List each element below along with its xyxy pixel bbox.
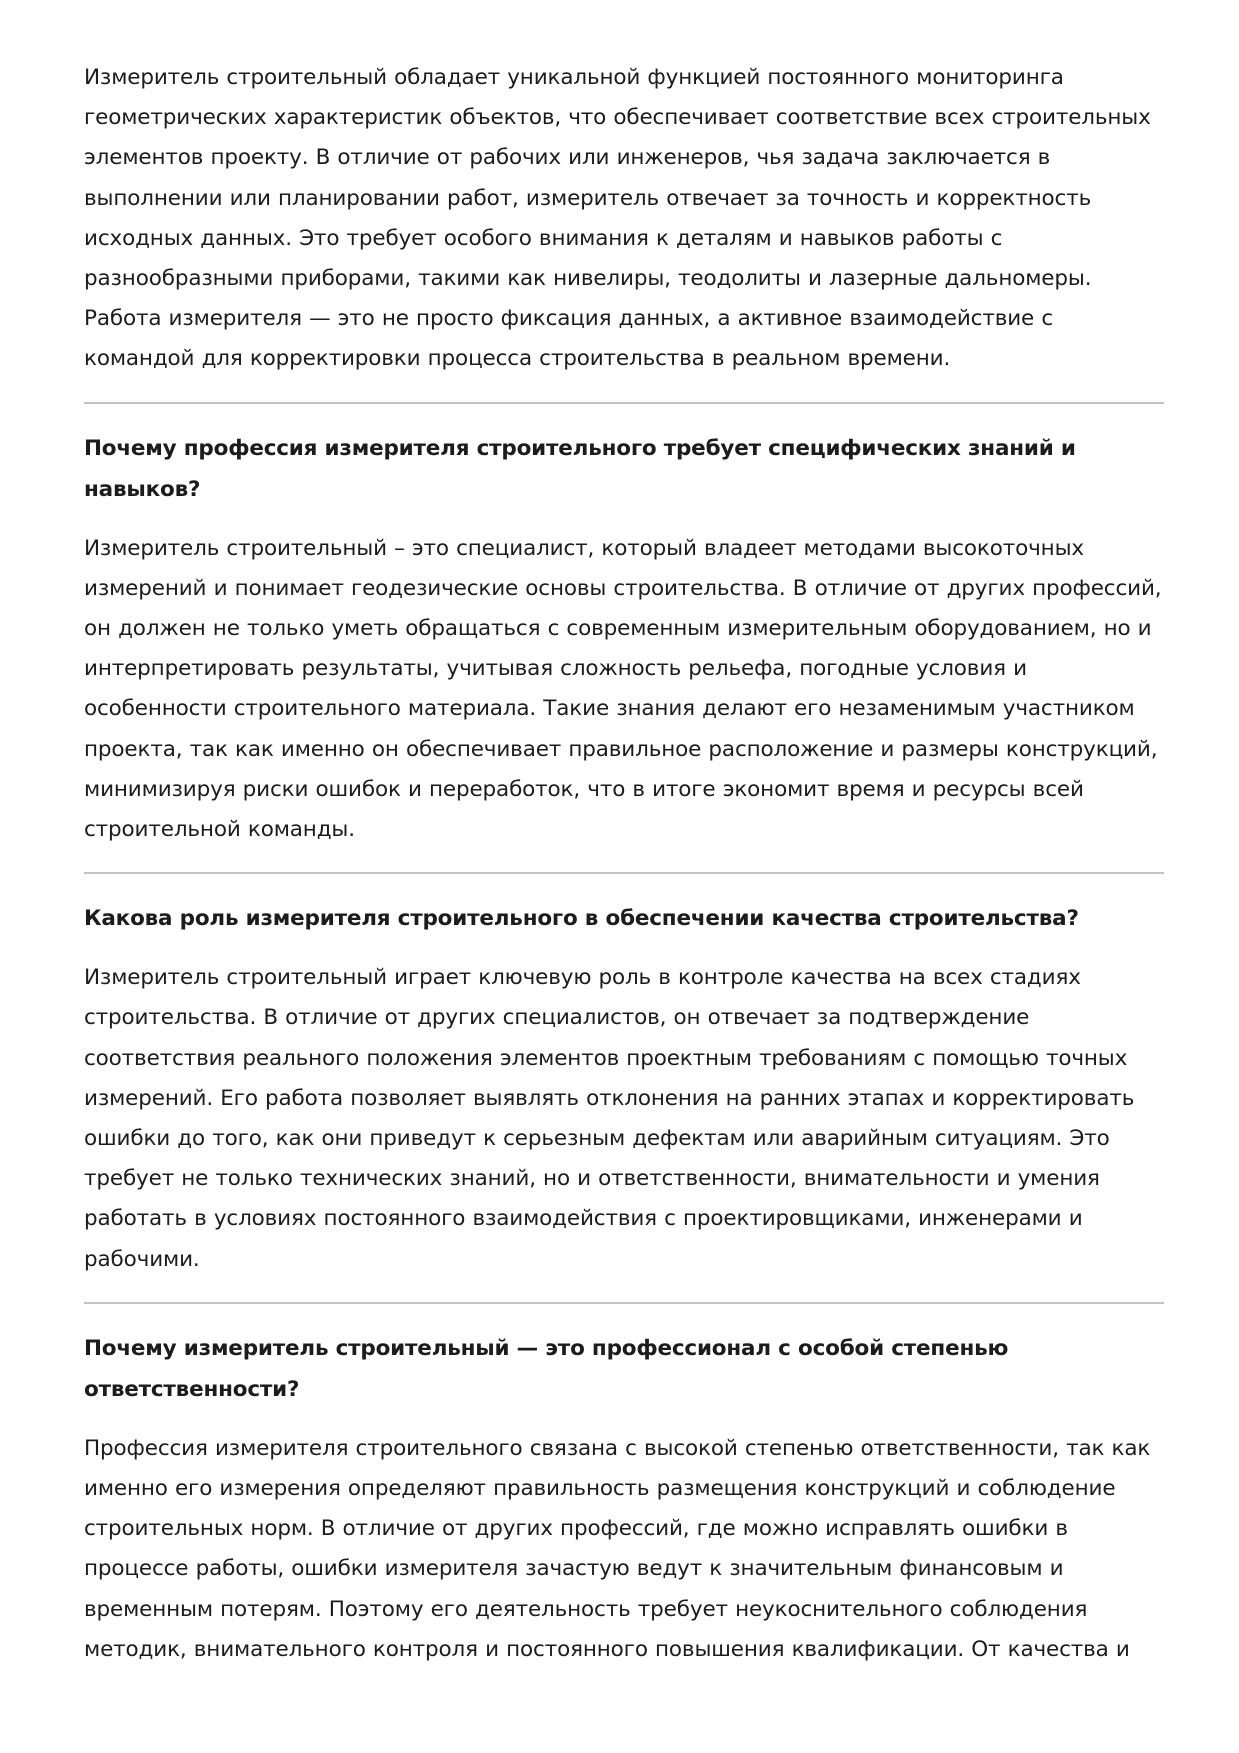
section-divider: [84, 872, 1164, 874]
section-paragraph: Профессия измерителя строительного связана с высокой степенью ответственности, так как именно его измерения определяют правильность размещения конструкций и соблюдение строительных норм. В отличие от других профессий, где можно исправлять ошибки в процессе работы, ошибки измерителя зачастую ведут к значительным финансовым и временным потерям. Поэтому его деятельность требует неукоснительного соблюдения методик, внимательного контроля и постоянного повышения квалификации. От качества и: [84, 1435, 1151, 1662]
section-paragraph: Измеритель строительный – это специалист, который владеет методами высокоточных измерений и понимает геодезические основы строительства. В отличие от других профессий, он должен не только уметь обращаться с современным измерительным оборудованием, но и интерпретировать результаты, учитывая сложность рельефа, погодные условия и особенности строительного материала. Такие знания делают его незаменимым участником проекта, так как именно он обеспечивает правильное расположение и размеры конструкций, минимизируя риски ошибок и переработок, что в итоге экономит время и ресурсы всей строительной команды.: [84, 535, 1162, 843]
section-divider: [84, 1302, 1164, 1304]
document-page: [84, 58, 1164, 1670]
section-specific-skills: [84, 428, 1164, 851]
intro-paragraph: Измеритель строительный обладает уникальной функцией постоянного мониторинга геометрических характеристик объектов, что обеспечивает соответствие всех строительных элементов проекту. В отличие от рабочих или инженеров, чья задача заключается в выполнении или планировании работ, измеритель отвечает за точность и корректность исходных данных. Это требует особого внимания к деталям и навыков работы с разнообразными приборами, такими как нивелиры, теодолиты и лазерные дальномеры. Работа измерителя — это не просто фиксация данных, а активное взаимодействие с командой для корректировки процесса строительства в реальном времени.: [84, 65, 1151, 372]
section-divider: [84, 402, 1164, 404]
section-paragraph: Измеритель строительный играет ключевую роль в контроле качества на всех стадиях строительства. В отличие от других специалистов, он отвечает за подтверждение соответствия реального положения элементов проектным требованиям с помощью точных измерений. Его работа позволяет выявлять отклонения на ранних этапах и корректировать ошибки до того, как они приведут к серьезным дефектам или аварийным ситуациям. Это требует не только технических знаний, но и ответственности, внимательности и умения работать в условиях постоянного взаимодействия с проектировщиками, инженерами и рабочими.: [84, 965, 1135, 1272]
section-heading: Почему измеритель строительный — это профессионал с особой степенью ответственности?: [84, 1335, 1009, 1402]
section-responsibility: [84, 1328, 1164, 1670]
section-heading: Почему профессия измерителя строительного требует специфических знаний и навыков?: [84, 435, 1076, 502]
section-heading: Какова роль измерителя строительного в обеспечении качества строительства?: [84, 906, 1079, 932]
section-quality-role: [84, 898, 1164, 1280]
